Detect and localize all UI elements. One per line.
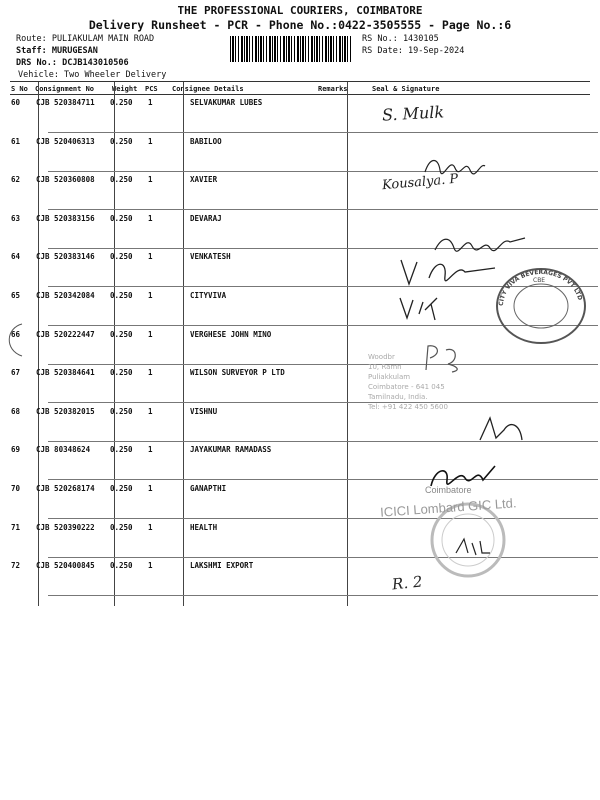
row-consignee: VISHNU <box>190 406 218 416</box>
row-sno: 63 <box>11 213 21 223</box>
woodbrook-stamp-line: Puliakkulam <box>368 373 411 381</box>
document-title: THE PROFESSIONAL COURIERS, COIMBATORE <box>177 4 423 17</box>
row-consignee: HEALTH <box>190 522 218 532</box>
row-sno: 64 <box>11 252 21 262</box>
row-pcs: 1 <box>148 329 153 339</box>
row-sno: 68 <box>11 406 21 416</box>
woodbrook-stamp-line: Woodbr <box>368 353 395 361</box>
row-weight: 0.250 <box>110 252 133 262</box>
rs-number: RS No.: 1430105 <box>362 34 439 44</box>
svg-text:CITY VIVA BEVERAGES PVT LTD <box>498 269 583 306</box>
woodbrook-stamp-line: Tel: +91 422 450 5600 <box>368 403 448 411</box>
row-sno: 65 <box>11 291 21 300</box>
row-pcs: 1 <box>148 213 153 223</box>
row-consignment-no: CJB 520400845 <box>36 561 95 571</box>
row-weight: 0.250 <box>110 175 133 185</box>
row-sno: 60 <box>11 98 21 107</box>
row-consignment-no: CJB 80348624 <box>36 445 91 455</box>
runsheet-subtitle: Delivery Runsheet - PCR - Phone No.:0422-3505555 - Page No.:6 <box>88 18 512 32</box>
col-seal-signature: Seal & Signature <box>372 85 440 93</box>
row-consignee: LAKSHMI EXPORT <box>190 561 254 571</box>
row-consignment-no: CJB 520342084 <box>36 291 95 300</box>
row-weight: 0.250 <box>110 98 133 107</box>
row-weight: 0.250 <box>110 484 133 493</box>
row-weight: 0.250 <box>110 445 133 455</box>
row-consignee: CITYVIVA <box>190 291 227 300</box>
col-remarks: Remarks <box>318 85 348 93</box>
row-weight: 0.250 <box>110 368 133 378</box>
row-consignee: VENKATESH <box>190 252 231 262</box>
row-sno: 69 <box>11 445 21 455</box>
signature-row-60: S. Mulk <box>381 102 445 125</box>
woodbrook-stamp-line: 10, Ramn <box>368 363 402 371</box>
row-weight: 0.250 <box>110 291 133 300</box>
row-pcs: 1 <box>148 484 153 493</box>
row-consignee: JAYAKUMAR RAMADASS <box>190 445 272 455</box>
signature-row-71 <box>450 535 500 559</box>
woodbrook-stamp-line: Tamilnadu, India. <box>368 393 428 401</box>
row-consignment-no: CJB 520222447 <box>36 329 95 339</box>
route-label: Route: PULIAKULAM MAIN ROAD <box>16 34 155 44</box>
row-weight: 0.250 <box>110 136 133 146</box>
row-sno: 66 <box>11 329 21 339</box>
signature-row-62: Kousalya. P <box>381 171 459 194</box>
row-consignment-no: CJB 520383146 <box>36 252 95 262</box>
row-consignment-no: CJB 520383156 <box>36 213 95 223</box>
drs-number: DCJB143010506 <box>62 58 129 68</box>
row-consignee: GANAPTHI <box>190 484 227 493</box>
vehicle-label: Vehicle: Two Wheeler Delivery <box>18 70 167 80</box>
table-row <box>10 365 590 403</box>
cityviva-stamp-text: CITY VIVA BEVERAGES PVT LTD <box>497 268 584 307</box>
row-consignee: WILSON SURVEYOR P LTD <box>190 368 285 378</box>
row-weight: 0.250 <box>110 561 133 571</box>
row-divider <box>48 595 598 596</box>
table-top-rule <box>10 81 590 82</box>
row-consignment-no: CJB 520384711 <box>36 98 95 107</box>
table-row <box>10 134 590 172</box>
signature-row-70 <box>425 458 505 494</box>
row-consignee: DEVARAJ <box>190 213 222 223</box>
cityviva-stamp <box>493 266 589 346</box>
col-consignee: Consignee Details <box>172 85 244 93</box>
row-sno: 67 <box>11 368 21 378</box>
drs-line <box>16 58 129 68</box>
col-weight: Weight <box>112 85 138 93</box>
barcode <box>230 36 352 62</box>
margin-mark <box>0 320 30 360</box>
row-weight: 0.250 <box>110 213 133 223</box>
row-consignee: SELVAKUMAR LUBES <box>190 98 263 107</box>
row-pcs: 1 <box>148 175 153 185</box>
row-pcs: 1 <box>148 291 153 300</box>
drs-label: DRS No.: <box>16 58 57 68</box>
row-pcs: 1 <box>148 368 153 378</box>
col-sno: S No <box>11 85 28 93</box>
cityviva-stamp-city: CBE <box>533 277 546 284</box>
row-consignment-no: CJB 520406313 <box>36 136 95 146</box>
row-consignment-no: CJB 520360808 <box>36 175 95 185</box>
row-consignment-no: CJB 520268174 <box>36 484 95 493</box>
row-pcs: 1 <box>148 522 153 532</box>
table-row <box>10 172 590 210</box>
row-consignment-no: CJB 520390222 <box>36 522 95 532</box>
icici-stamp-name: ICICI Lombard GIC Ltd. <box>379 495 517 520</box>
row-pcs: 1 <box>148 561 153 571</box>
row-consignee: VERGHESE JOHN MINO <box>190 329 272 339</box>
signature-row-68 <box>470 410 530 450</box>
row-consignee: BABILOO <box>190 136 222 146</box>
rs-date: RS Date: 19-Sep-2024 <box>362 46 465 56</box>
woodbrook-stamp-line: Coimbatore - 641 045 <box>368 383 445 391</box>
signature-row-64 <box>395 250 505 290</box>
staff-line <box>16 46 98 56</box>
row-consignee: XAVIER <box>190 175 218 185</box>
col-pcs: PCS <box>145 85 158 93</box>
col-consignment: Consignment No <box>35 85 95 93</box>
row-weight: 0.250 <box>110 329 133 339</box>
row-sno: 72 <box>11 561 21 571</box>
row-pcs: 1 <box>148 98 153 107</box>
row-sno: 71 <box>11 522 21 532</box>
row-pcs: 1 <box>148 406 153 416</box>
row-sno: 70 <box>11 484 21 493</box>
row-weight: 0.250 <box>110 406 133 416</box>
row-pcs: 1 <box>148 136 153 146</box>
row-consignment-no: CJB 520384641 <box>36 368 95 378</box>
row-pcs: 1 <box>148 445 153 455</box>
icici-stamp-city: Coimbatore <box>425 485 472 495</box>
staff-label: Staff: <box>16 46 47 56</box>
signature-row-66 <box>418 340 468 376</box>
table-row <box>10 95 590 133</box>
row-pcs: 1 <box>148 252 153 262</box>
row-sno: 62 <box>11 175 21 185</box>
signature-row-72: R. 2 <box>391 572 424 594</box>
row-sno: 61 <box>11 136 21 146</box>
staff-name: MURUGESAN <box>51 46 98 56</box>
row-weight: 0.250 <box>110 522 133 532</box>
signature-row-65 <box>395 290 455 324</box>
row-consignment-no: CJB 520382015 <box>36 406 95 416</box>
